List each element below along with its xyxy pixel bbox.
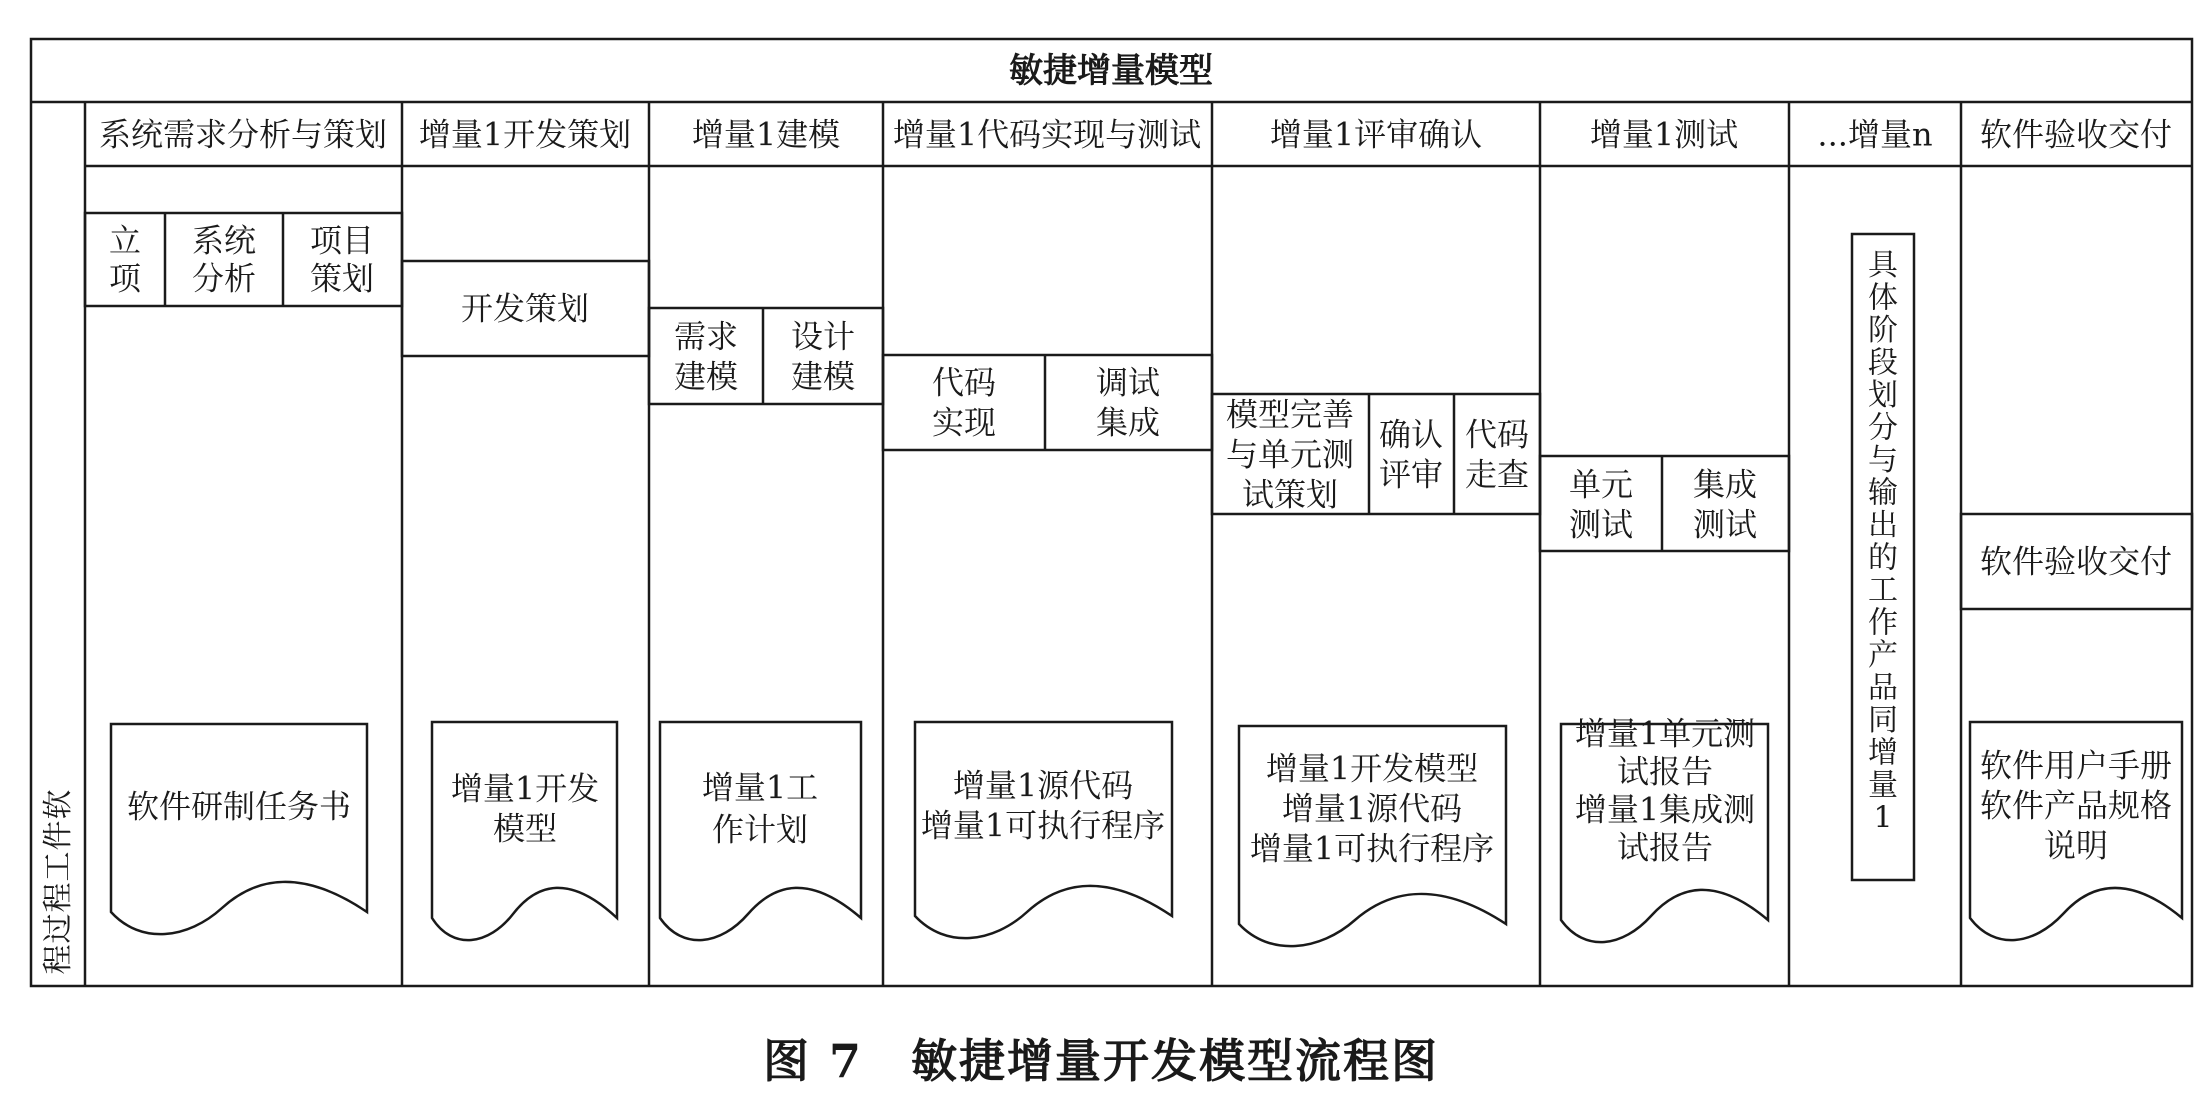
phase-header-7: ...增量n: [1817, 115, 1933, 154]
step-label: 模型完善与单元测试策划: [1225, 395, 1355, 514]
note-char: 输: [1868, 475, 1898, 511]
note-char: 量: [1868, 768, 1898, 803]
note-char: 体: [1868, 280, 1898, 316]
note-char: 增: [1868, 735, 1898, 771]
step-label: 项目策划: [309, 221, 375, 298]
figure-caption: 图 7 敏捷增量开发模型流程图: [762, 1034, 1440, 1088]
phase-header-1: 系统需求分析与策划: [98, 115, 388, 154]
step-label: 确认评审: [1378, 415, 1444, 494]
note-char: 分: [1868, 410, 1898, 446]
step-label: 需求建模: [673, 317, 739, 396]
note-char: 品: [1868, 670, 1898, 706]
document-shape: [111, 724, 367, 934]
side-label-char: 过: [41, 913, 76, 944]
side-label-char: 程: [41, 882, 76, 913]
side-label-char: 程: [41, 944, 76, 975]
note-char: 工: [1868, 573, 1898, 608]
step-label: 开发策划: [460, 289, 590, 328]
step-label: 调试集成: [1095, 363, 1161, 442]
document-label: 增量1开发模型增量1源代码增量1可执行程序: [1249, 749, 1495, 868]
side-label-char: 工: [41, 851, 76, 882]
note-char: 段: [1868, 345, 1898, 381]
side-label-char: 软: [41, 789, 76, 820]
note-char: 的: [1868, 540, 1898, 576]
note-char: 产: [1868, 638, 1898, 673]
phase-header-5: 增量1评审确认: [1269, 115, 1483, 154]
step-label: 软件验收交付: [1979, 542, 2173, 581]
note-char: 划: [1868, 378, 1898, 413]
note-char: 作: [1868, 605, 1898, 641]
document-label: 增量1开发模型: [450, 769, 600, 848]
document-label: 增量1源代码增量1可执行程序: [920, 766, 1166, 845]
note-char: 同: [1868, 703, 1898, 738]
note-char: 出: [1868, 508, 1898, 543]
step-label: 集成测试: [1692, 465, 1758, 544]
side-label-char: 件: [41, 820, 76, 851]
note-char: 具: [1868, 248, 1898, 283]
phase-header-3: 增量1建模: [691, 115, 841, 154]
document-label: 增量1工作计划: [701, 768, 819, 849]
note-char: 与: [1868, 443, 1898, 478]
note-char: 1: [1873, 800, 1893, 836]
step-label: 设计建模: [790, 317, 856, 396]
document-label: 增量1单元测试报告增量1集成测试报告: [1574, 714, 1756, 867]
phase-header-4: 增量1代码实现与测试: [892, 115, 1202, 154]
step-label: 代码实现: [931, 363, 997, 442]
step-label: 系统分析: [191, 221, 257, 298]
document-label: 软件用户手册软件产品规格说明: [1979, 746, 2173, 865]
diagram-title: 敏捷增量模型: [1009, 51, 1213, 92]
step-label: 立项: [108, 221, 142, 298]
phase-header-6: 增量1测试: [1589, 115, 1739, 154]
step-label: 代码走查: [1464, 415, 1530, 494]
step-label: 单元测试: [1568, 465, 1634, 544]
note-char: 阶: [1868, 313, 1898, 348]
phase-header-2: 增量1开发策划: [418, 115, 632, 154]
phase-header-8: 软件验收交付: [1979, 115, 2173, 154]
document-label: 软件研制任务书: [126, 787, 352, 826]
